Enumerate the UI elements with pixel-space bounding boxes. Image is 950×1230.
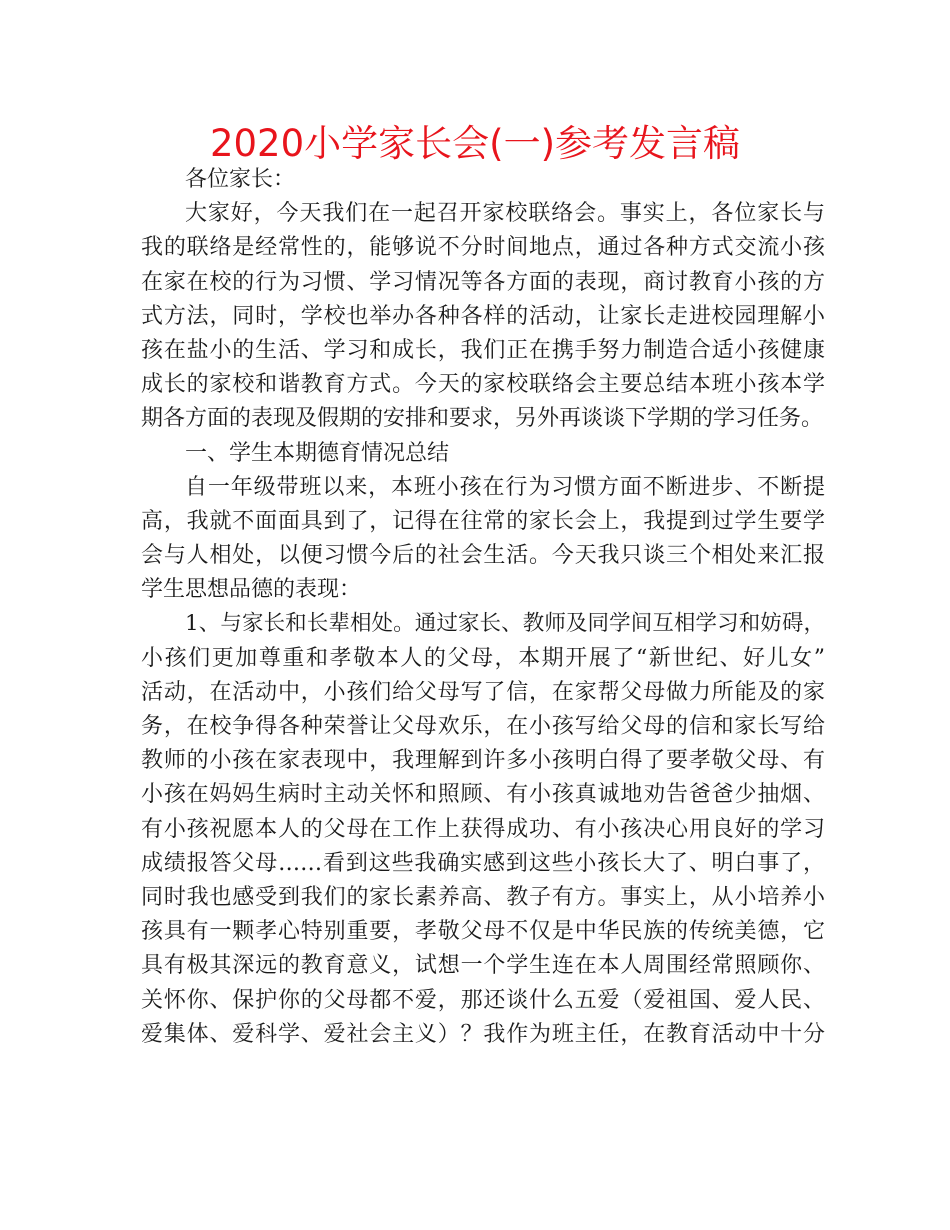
document-body	[141, 163, 825, 1052]
text-line: 孩具有一颗孝心特别重要，孝敬父母不仅是中华民族的传统美德，它	[141, 919, 825, 945]
text-line: 爱集体、爱科学、爱社会主义）？我作为班主任，在教育活动中十分	[141, 1021, 825, 1047]
text-line: 活动，在活动中，小孩们给父母写了信，在家帮父母做力所能及的家	[141, 679, 825, 705]
text-line: 孩在盐小的生活、学习和成长，我们正在携手努力制造合适小孩健康	[141, 337, 825, 363]
text-line: 各位家长：	[185, 167, 296, 192]
text-line: 有小孩祝愿本人的父母在工作上获得成功、有小孩决心用良好的学习	[141, 816, 825, 842]
text-line: 成长的家校和谐教育方式。今天的家校联络会主要总结本班小孩本学	[141, 372, 825, 398]
text-line: 我的联络是经常性的，能够说不分时间地点，通过各种方式交流小孩	[141, 235, 825, 261]
text-line: 小孩们更加尊重和孝敬本人的父母，本期开展了“新世纪、好儿女”	[141, 645, 825, 671]
text-line: 大家好，今天我们在一起召开家校联络会。事实上，各位家长与	[185, 201, 825, 227]
text-line: 同时我也感受到我们的家长素养高、教子有方。事实上，从小培养小	[141, 884, 825, 910]
document-title: 2020小学家长会(一)参考发言稿	[209, 122, 741, 165]
text-line: 关怀你、保护你的父母都不爱，那还谈什么五爱（爱祖国、爱人民、	[141, 987, 825, 1013]
text-line: 期各方面的表现及假期的安排和要求，另外再谈谈下学期的学习任务。	[141, 406, 824, 432]
text-line: 成绩报答父母……看到这些我确实感到这些小孩长大了、明白事了，	[141, 850, 825, 876]
text-line: 自一年级带班以来，本班小孩在行为习惯方面不断进步、不断提	[185, 474, 825, 500]
text-line: 一、学生本期德育情况总结	[185, 440, 450, 466]
text-line: 学生思想品德的表现：	[141, 577, 362, 603]
text-line: 在家在校的行为习惯、学习情况等各方面的表现，商讨教育小孩的方	[141, 269, 825, 295]
text-line: 务，在校争得各种荣誉让父母欢乐，在小孩写给父母的信和家长写给	[141, 714, 825, 739]
text-line: 会与人相处，以便习惯今后的社会生活。今天我只谈三个相处来汇报	[141, 543, 825, 569]
text-line: 教师的小孩在家表现中，我理解到许多小孩明白得了要孝敬父母、有	[141, 748, 825, 774]
text-line: 小孩在妈妈生病时主动关怀和照顾、有小孩真诚地劝告爸爸少抽烟、	[141, 782, 825, 808]
text-line: 高，我就不面面具到了，记得在往常的家长会上，我提到过学生要学	[141, 508, 825, 534]
text-line: 具有极其深远的教育意义，试想一个学生连在本人周围经常照顾你、	[141, 953, 825, 979]
text-line: 1、与家长和长辈相处。通过家长、教师及同学间互相学习和妨碍，	[185, 611, 825, 637]
text-line: 式方法，同时，学校也举办各种各样的活动，让家长走进校园理解小	[141, 303, 825, 329]
